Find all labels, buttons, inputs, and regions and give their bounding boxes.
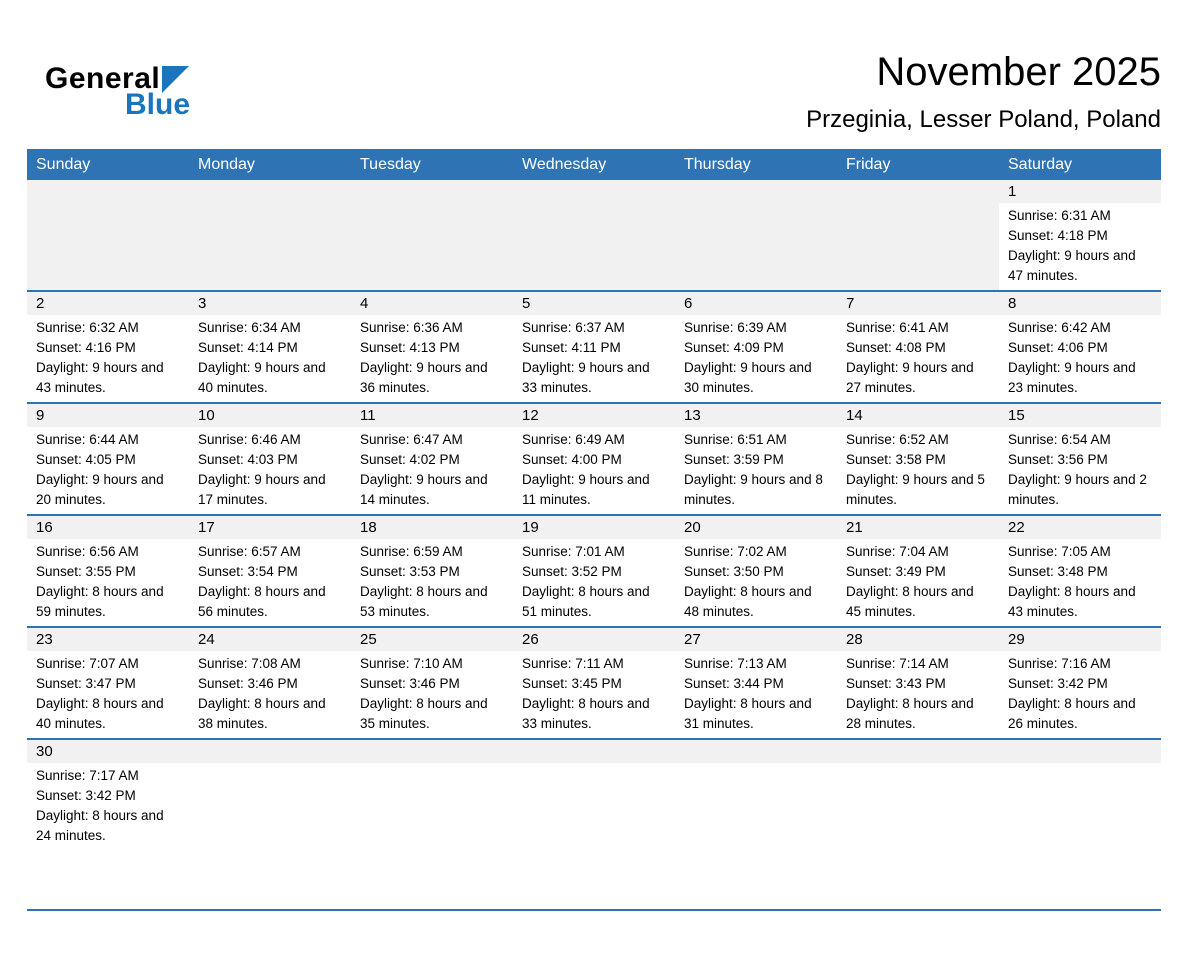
- sunset-text: Sunset: 4:16 PM: [36, 339, 136, 355]
- day-number: 1: [1008, 182, 1017, 200]
- daylight-text: Daylight: 9 hours and 36 minutes.: [360, 359, 488, 395]
- day-details: [360, 654, 505, 734]
- weekday-wednesday: Wednesday: [522, 155, 607, 173]
- daylight-text: Daylight: 8 hours and 24 minutes.: [36, 807, 164, 843]
- sunset-text: Sunset: 4:00 PM: [522, 451, 622, 467]
- daylight-text: Daylight: 8 hours and 51 minutes.: [522, 583, 650, 619]
- sunrise-text: Sunrise: 6:56 AM: [36, 543, 139, 559]
- day-number: 17: [198, 518, 215, 536]
- sunrise-text: Sunrise: 7:05 AM: [1008, 543, 1111, 559]
- weeks-container: [27, 180, 1161, 911]
- day-details: [684, 654, 829, 734]
- day-details: [846, 654, 991, 734]
- day-cell-26: [513, 628, 675, 738]
- day-cell-21: [837, 516, 999, 626]
- sunrise-text: Sunrise: 6:37 AM: [522, 319, 625, 335]
- week-row-4: [27, 514, 1161, 626]
- sunrise-text: Sunrise: 7:01 AM: [522, 543, 625, 559]
- daylight-text: Daylight: 8 hours and 28 minutes.: [846, 695, 974, 731]
- day-details: [198, 542, 343, 622]
- week-row-1: [27, 180, 1161, 290]
- day-cell-2: [27, 292, 189, 402]
- daylight-text: Daylight: 9 hours and 47 minutes.: [1008, 247, 1136, 283]
- day-details: [846, 430, 991, 510]
- daylight-text: Daylight: 9 hours and 40 minutes.: [198, 359, 326, 395]
- sunset-text: Sunset: 4:13 PM: [360, 339, 460, 355]
- daylight-text: Daylight: 8 hours and 43 minutes.: [1008, 583, 1136, 619]
- sunset-text: Sunset: 3:53 PM: [360, 563, 460, 579]
- day-details: [1008, 542, 1153, 622]
- day-cell-20: [675, 516, 837, 626]
- sunrise-text: Sunrise: 6:47 AM: [360, 431, 463, 447]
- sunset-text: Sunset: 3:48 PM: [1008, 563, 1108, 579]
- day-cell-6: [675, 292, 837, 402]
- sunset-text: Sunset: 4:05 PM: [36, 451, 136, 467]
- sunrise-text: Sunrise: 6:59 AM: [360, 543, 463, 559]
- day-number: 3: [198, 294, 207, 312]
- weekday-header-row: [27, 149, 1161, 180]
- daylight-text: Daylight: 8 hours and 56 minutes.: [198, 583, 326, 619]
- logo-text-general: General: [45, 62, 161, 95]
- empty-cell: [837, 740, 999, 909]
- day-number: 10: [198, 406, 215, 424]
- sunrise-text: Sunrise: 6:46 AM: [198, 431, 301, 447]
- sunset-text: Sunset: 3:42 PM: [36, 787, 136, 803]
- day-details: [1008, 206, 1153, 286]
- sunrise-text: Sunrise: 6:54 AM: [1008, 431, 1111, 447]
- sunset-text: Sunset: 3:42 PM: [1008, 675, 1108, 691]
- week-row-2: [27, 290, 1161, 402]
- sunrise-text: Sunrise: 7:17 AM: [36, 767, 139, 783]
- day-details: [36, 542, 181, 622]
- day-number: 25: [360, 630, 377, 648]
- sunset-text: Sunset: 4:09 PM: [684, 339, 784, 355]
- empty-cell: [189, 180, 351, 290]
- daylight-text: Daylight: 8 hours and 35 minutes.: [360, 695, 488, 731]
- day-details: [522, 318, 667, 398]
- sunset-text: Sunset: 3:59 PM: [684, 451, 784, 467]
- daylight-text: Daylight: 9 hours and 20 minutes.: [36, 471, 164, 507]
- day-number: 16: [36, 518, 53, 536]
- day-details: [1008, 654, 1153, 734]
- day-number: 4: [360, 294, 369, 312]
- day-number: 2: [36, 294, 45, 312]
- day-number: 23: [36, 630, 53, 648]
- sunset-text: Sunset: 4:02 PM: [360, 451, 460, 467]
- empty-cell: [675, 180, 837, 290]
- empty-cell: [189, 740, 351, 909]
- sunrise-text: Sunrise: 6:32 AM: [36, 319, 139, 335]
- day-details: [1008, 318, 1153, 398]
- sunrise-text: Sunrise: 6:44 AM: [36, 431, 139, 447]
- daylight-text: Daylight: 8 hours and 40 minutes.: [36, 695, 164, 731]
- daylight-text: Daylight: 9 hours and 17 minutes.: [198, 471, 326, 507]
- daylight-text: Daylight: 9 hours and 33 minutes.: [522, 359, 650, 395]
- daylight-text: Daylight: 8 hours and 53 minutes.: [360, 583, 488, 619]
- day-details: [360, 430, 505, 510]
- daylight-text: Daylight: 8 hours and 48 minutes.: [684, 583, 812, 619]
- day-cell-5: [513, 292, 675, 402]
- day-details: [360, 542, 505, 622]
- page-title: November 2025: [876, 50, 1161, 94]
- day-cell-16: [27, 516, 189, 626]
- empty-cell: [351, 740, 513, 909]
- day-details: [198, 430, 343, 510]
- sunrise-text: Sunrise: 7:07 AM: [36, 655, 139, 671]
- day-number: 19: [522, 518, 539, 536]
- sunset-text: Sunset: 4:08 PM: [846, 339, 946, 355]
- day-details: [846, 542, 991, 622]
- day-details: [36, 766, 181, 846]
- day-details: [684, 318, 829, 398]
- day-cell-28: [837, 628, 999, 738]
- day-cell-11: [351, 404, 513, 514]
- empty-cell: [513, 180, 675, 290]
- day-cell-22: [999, 516, 1161, 626]
- day-details: [846, 318, 991, 398]
- day-details: [522, 430, 667, 510]
- day-cell-13: [675, 404, 837, 514]
- day-number: 22: [1008, 518, 1025, 536]
- sunrise-text: Sunrise: 7:11 AM: [522, 655, 624, 671]
- calendar-page: [0, 42, 1188, 911]
- day-number: 11: [360, 406, 376, 424]
- empty-cell: [513, 740, 675, 909]
- day-number: 14: [846, 406, 863, 424]
- day-details: [684, 430, 829, 510]
- day-cell-24: [189, 628, 351, 738]
- logo-text-blue: Blue: [125, 88, 191, 121]
- sunset-text: Sunset: 4:18 PM: [1008, 227, 1108, 243]
- day-cell-27: [675, 628, 837, 738]
- daylight-text: Daylight: 9 hours and 30 minutes.: [684, 359, 812, 395]
- sunset-text: Sunset: 3:49 PM: [846, 563, 946, 579]
- day-number: 28: [846, 630, 863, 648]
- day-number: 13: [684, 406, 701, 424]
- day-cell-19: [513, 516, 675, 626]
- sunrise-text: Sunrise: 7:13 AM: [684, 655, 787, 671]
- sunset-text: Sunset: 3:44 PM: [684, 675, 784, 691]
- day-number: 15: [1008, 406, 1025, 424]
- day-details: [684, 542, 829, 622]
- day-cell-4: [351, 292, 513, 402]
- daylight-text: Daylight: 9 hours and 8 minutes.: [684, 471, 823, 507]
- weekday-monday: Monday: [198, 155, 255, 173]
- day-number: 12: [522, 406, 539, 424]
- day-cell-3: [189, 292, 351, 402]
- week-row-6: [27, 738, 1161, 909]
- sunrise-text: Sunrise: 6:36 AM: [360, 319, 463, 335]
- day-cell-12: [513, 404, 675, 514]
- day-number: 9: [36, 406, 45, 424]
- day-number: 30: [36, 742, 53, 760]
- day-number: 5: [522, 294, 531, 312]
- sunset-text: Sunset: 3:55 PM: [36, 563, 136, 579]
- empty-cell: [675, 740, 837, 909]
- day-cell-1: [999, 180, 1161, 290]
- day-number: 18: [360, 518, 377, 536]
- daylight-text: Daylight: 9 hours and 14 minutes.: [360, 471, 488, 507]
- week-row-5: [27, 626, 1161, 738]
- sunset-text: Sunset: 3:47 PM: [36, 675, 136, 691]
- day-number: 26: [522, 630, 539, 648]
- empty-cell: [837, 180, 999, 290]
- sunrise-text: Sunrise: 7:08 AM: [198, 655, 301, 671]
- sunset-text: Sunset: 4:03 PM: [198, 451, 298, 467]
- title-block: [806, 48, 1161, 135]
- weekday-tuesday: Tuesday: [360, 155, 421, 173]
- day-number: 27: [684, 630, 701, 648]
- day-cell-29: [999, 628, 1161, 738]
- week-row-3: [27, 402, 1161, 514]
- sunrise-text: Sunrise: 6:31 AM: [1008, 207, 1111, 223]
- sunrise-text: Sunrise: 7:04 AM: [846, 543, 949, 559]
- day-number: 24: [198, 630, 215, 648]
- page-subtitle: Przeginia, Lesser Poland, Poland: [806, 106, 1161, 133]
- weekday-saturday: Saturday: [1008, 155, 1073, 173]
- sunset-text: Sunset: 3:45 PM: [522, 675, 622, 691]
- empty-cell: [351, 180, 513, 290]
- daylight-text: Daylight: 8 hours and 31 minutes.: [684, 695, 812, 731]
- day-number: 29: [1008, 630, 1025, 648]
- sunset-text: Sunset: 3:43 PM: [846, 675, 946, 691]
- daylight-text: Daylight: 8 hours and 26 minutes.: [1008, 695, 1136, 731]
- sunrise-text: Sunrise: 7:14 AM: [846, 655, 949, 671]
- day-cell-14: [837, 404, 999, 514]
- sunset-text: Sunset: 4:11 PM: [522, 339, 621, 355]
- sunrise-text: Sunrise: 6:49 AM: [522, 431, 625, 447]
- day-number: 21: [846, 518, 863, 536]
- sunset-text: Sunset: 4:14 PM: [198, 339, 298, 355]
- day-details: [36, 430, 181, 510]
- daylight-text: Daylight: 8 hours and 38 minutes.: [198, 695, 326, 731]
- page-header: [27, 42, 1161, 135]
- day-details: [36, 654, 181, 734]
- daylight-text: Daylight: 8 hours and 45 minutes.: [846, 583, 974, 619]
- day-cell-7: [837, 292, 999, 402]
- daylight-text: Daylight: 9 hours and 5 minutes.: [846, 471, 985, 507]
- day-cell-15: [999, 404, 1161, 514]
- day-cell-8: [999, 292, 1161, 402]
- sunrise-text: Sunrise: 6:57 AM: [198, 543, 301, 559]
- calendar: [27, 149, 1161, 911]
- sunrise-text: Sunrise: 6:51 AM: [684, 431, 787, 447]
- daylight-text: Daylight: 9 hours and 27 minutes.: [846, 359, 974, 395]
- sunset-text: Sunset: 3:56 PM: [1008, 451, 1108, 467]
- sunset-text: Sunset: 3:50 PM: [684, 563, 784, 579]
- sunrise-text: Sunrise: 7:10 AM: [360, 655, 463, 671]
- daylight-text: Daylight: 9 hours and 43 minutes.: [36, 359, 164, 395]
- sunset-text: Sunset: 3:46 PM: [198, 675, 298, 691]
- day-number: 6: [684, 294, 693, 312]
- day-details: [198, 318, 343, 398]
- general-blue-logo: [45, 64, 190, 120]
- day-cell-17: [189, 516, 351, 626]
- sunset-text: Sunset: 3:54 PM: [198, 563, 298, 579]
- day-number: 20: [684, 518, 701, 536]
- sunrise-text: Sunrise: 7:16 AM: [1008, 655, 1111, 671]
- sunrise-text: Sunrise: 7:02 AM: [684, 543, 787, 559]
- day-cell-23: [27, 628, 189, 738]
- sunset-text: Sunset: 3:58 PM: [846, 451, 946, 467]
- empty-cell: [27, 180, 189, 290]
- sunrise-text: Sunrise: 6:41 AM: [846, 319, 949, 335]
- weekday-friday: Friday: [846, 155, 891, 173]
- daylight-text: Daylight: 8 hours and 33 minutes.: [522, 695, 650, 731]
- empty-cell: [999, 740, 1161, 909]
- sunrise-text: Sunrise: 6:39 AM: [684, 319, 787, 335]
- day-cell-9: [27, 404, 189, 514]
- day-cell-30: [27, 740, 189, 909]
- day-number: 7: [846, 294, 855, 312]
- day-details: [360, 318, 505, 398]
- day-details: [522, 654, 667, 734]
- weekday-thursday: Thursday: [684, 155, 751, 173]
- day-cell-18: [351, 516, 513, 626]
- day-details: [522, 542, 667, 622]
- day-details: [1008, 430, 1153, 510]
- daylight-text: Daylight: 9 hours and 11 minutes.: [522, 471, 650, 507]
- sunset-text: Sunset: 3:52 PM: [522, 563, 622, 579]
- sunrise-text: Sunrise: 6:52 AM: [846, 431, 949, 447]
- day-number: 8: [1008, 294, 1017, 312]
- sunrise-text: Sunrise: 6:42 AM: [1008, 319, 1111, 335]
- day-cell-10: [189, 404, 351, 514]
- daylight-text: Daylight: 8 hours and 59 minutes.: [36, 583, 164, 619]
- day-cell-25: [351, 628, 513, 738]
- sunset-text: Sunset: 4:06 PM: [1008, 339, 1108, 355]
- day-details: [36, 318, 181, 398]
- sunset-text: Sunset: 3:46 PM: [360, 675, 460, 691]
- daylight-text: Daylight: 9 hours and 2 minutes.: [1008, 471, 1147, 507]
- weekday-sunday: Sunday: [36, 155, 91, 173]
- daylight-text: Daylight: 9 hours and 23 minutes.: [1008, 359, 1136, 395]
- day-details: [198, 654, 343, 734]
- sunrise-text: Sunrise: 6:34 AM: [198, 319, 301, 335]
